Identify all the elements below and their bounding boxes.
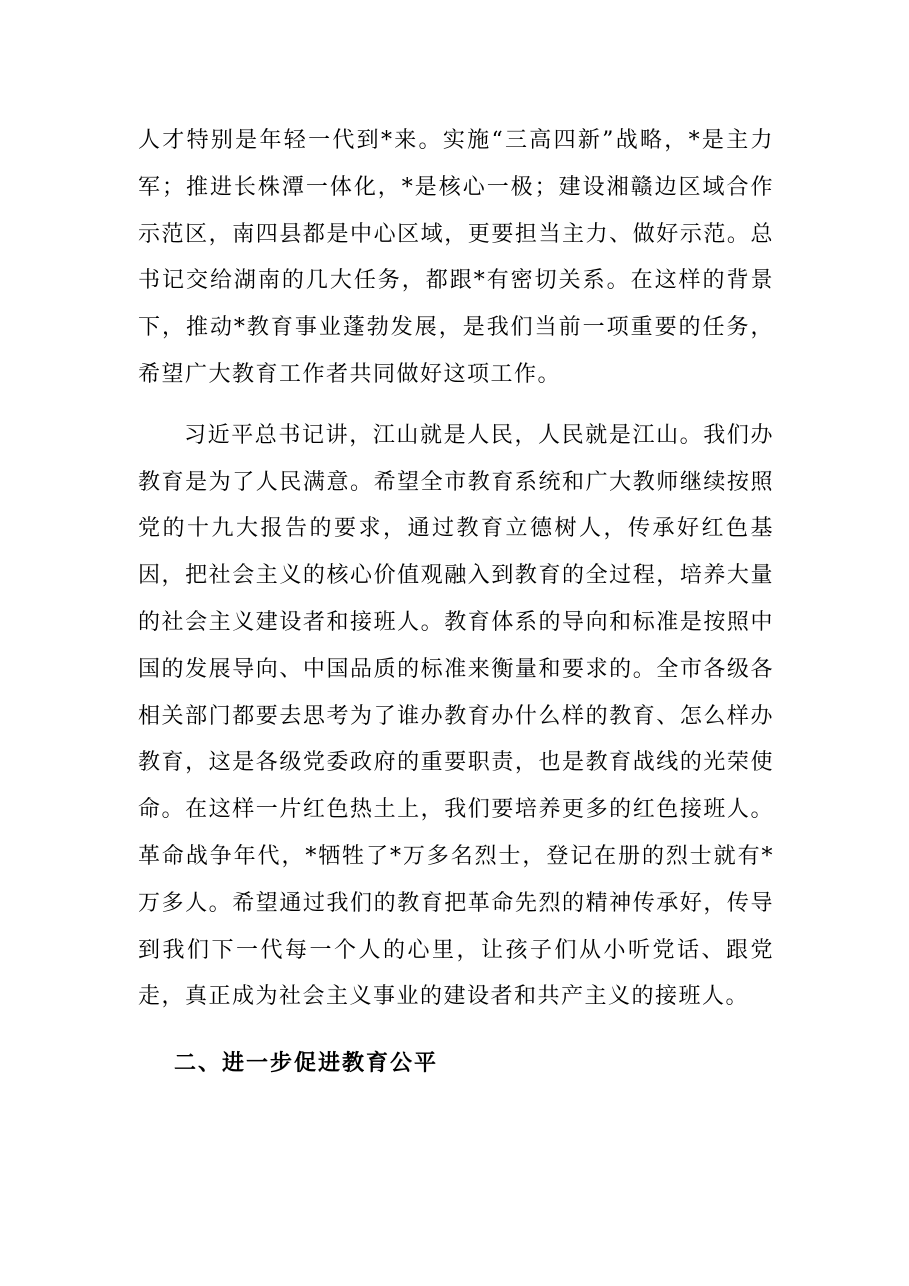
document-body — [138, 118, 774, 1087]
section-heading: 二、进一步促进教育公平 — [174, 1051, 439, 1077]
paragraph-education-mission: 习近平总书记讲，江山就是人民，人民就是江山。我们办教育是为了人民满意。希望全市教育系统和广大教师继续按照党的十九大报告的要求，通过教育立德树人，传承好红色基因，把社会主义的核心价值观融入到教育的全过程，培养大量的社会主义建设者和接班人。教育体系的导向和标准是按照中国的发展导向、中国品质的标准来衡量和要求的。全市各级各相关部门都要去思考为了谁办教育办什么样的教育、怎么样办教育，这是各级党委政府的重要职责，也是教育战线的光荣使命。在这样一片红色热土上，我们要培养更多的红色接班人。革命战争年代，*牺牲了*万多名烈士，登记在册的烈士就有*万多人。希望通过我们的教育把革命先烈的精神传承好，传导到我们下一代每一个人的心里，让孩子们从小听党话、跟党走，真正成为社会主义事业的建设者和共产主义的接班人。 — [138, 422, 774, 1010]
paragraph-continuation: 人才特别是年轻一代到*来。实施“三高四新”战略，*是主力军；推进长株潭一体化，*是核心一极；建设湘赣边区域合作示范区，南四县都是中心区域，更要担当主力、做好示范。总书记交给湖南的几大任务，都跟*有密切关系。在这样的背景下，推动*教育事业蓬勃发展，是我们当前一项重要的任务，希望广大教育工作者共同做好这项工作。 — [138, 128, 774, 387]
